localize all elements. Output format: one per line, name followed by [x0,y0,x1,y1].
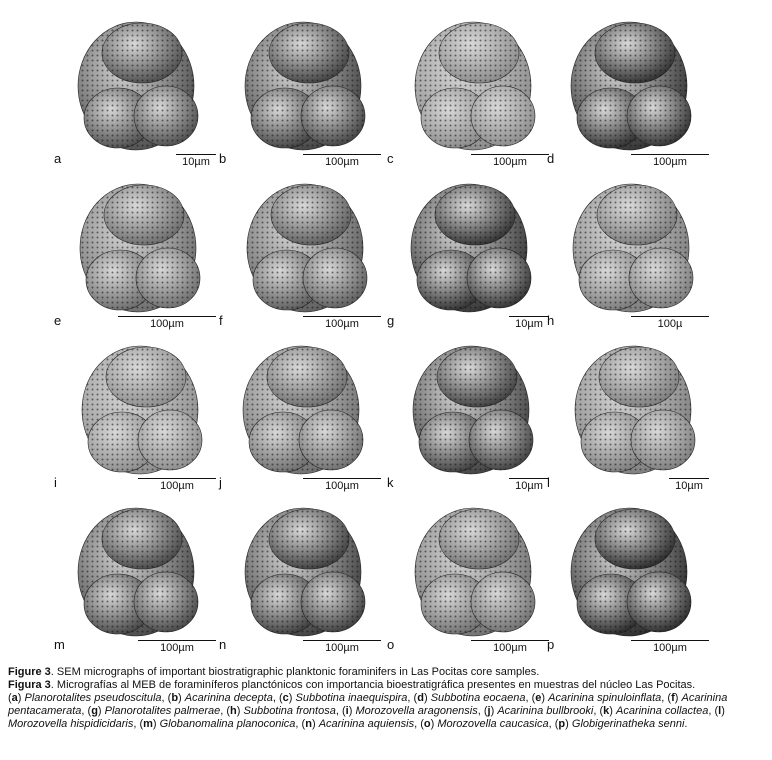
micrograph-panel-n [219,494,385,654]
species-key: i [345,705,349,717]
scale-bar-label: 100µm [653,642,687,654]
micrograph-panel-o [387,494,553,654]
scale-bar [471,640,549,654]
species-name: Acarinina bullbrooki [497,705,594,717]
scale-bar [669,478,709,492]
caption-spanish-text: . Micrografías al MEB de foraminíferos planctónicos con importancia bioestratigráfica presentes en muestras del núcleo Las Pocitas. [50,679,696,691]
species-name: Subbotina eocaena [430,692,526,704]
scale-bar-line [669,478,709,479]
scale-bar-line [509,316,549,317]
species-key: l [718,705,722,717]
foraminifer-specimen-image [60,8,220,168]
foraminifer-specimen-image [225,494,385,654]
micrograph-panel-j [219,332,385,492]
species-key: n [305,718,312,730]
foraminifer-specimen-image [225,170,385,330]
panel-label: k [387,475,394,490]
foraminifer-specimen-image [60,494,220,654]
species-key: o [423,718,431,730]
caption-spanish-label: Figura 3 [8,679,51,691]
scale-bar [303,640,381,654]
scale-bar-label: 10µm [182,156,210,168]
micrograph-panel-a [54,8,220,168]
species-key: a [11,692,18,704]
scale-bar-label: 100µm [653,156,687,168]
species-name: Morozovella caucasica [437,718,549,730]
foraminifer-specimen-image [393,8,553,168]
scale-bar-label: 10µm [675,480,703,492]
scale-bar [176,154,216,168]
species-name: Morozovella hispidicidaris [8,718,134,730]
scale-bar-label: 100µm [493,156,527,168]
panel-label: f [219,313,223,328]
micrograph-panel-p [547,494,713,654]
panel-label: h [547,313,555,328]
species-key: d [417,692,424,704]
caption-species-list: (a) Planorotalites pseudoscitula, (b) Acarinina decepta, (c) Subbotina inaequispira, (d) Subbotina eocaena, (e) Acarinina spinuloinflata, (f) Acarinina pentacamerata, (g) Planorotalites palmerae, (h) Subbotina frontosa, (i) Morozovella aragonensis, (j) Acarinina bullbrooki, (k) Acarinina collactea, (l) Morozovella hispidicidaris, (m) Globanomalina planoconica, (n) Acarinina aquiensis, (o) Morozovella caucasica, (p) Globigerinatheka senni. [8,692,728,730]
panel-label: j [219,475,222,490]
scale-bar [303,154,381,168]
foraminifer-specimen-image [553,332,713,492]
species-name: Acarinina pentacamerata [8,692,728,717]
scale-bar-label: 100µm [325,156,359,168]
micrograph-panel-b [219,8,385,168]
scale-bar [138,478,216,492]
foraminifer-specimen-image [225,8,385,168]
panel-label: g [387,313,395,328]
scale-bar-line [631,316,709,317]
species-key: j [487,705,491,717]
micrograph-panel-f [219,170,385,330]
caption-spanish [8,679,764,692]
scale-bar-line [118,316,216,317]
scale-bar-label: 10µm [515,480,543,492]
species-key: k [603,705,610,717]
species-key: m [143,718,153,730]
scale-bar-line [471,640,549,641]
panel-label: e [54,313,62,328]
species-key: g [91,705,98,717]
panel-label: o [387,637,395,652]
scale-bar-label: 100µm [325,480,359,492]
scale-bar-label: 100µm [150,318,184,330]
scale-bar-line [509,478,549,479]
scale-bar [631,154,709,168]
species-key: e [535,692,542,704]
scale-bar-line [138,640,216,641]
caption-english-text: . SEM micrographs of important biostratigraphic planktonic foraminifers in Las Pocitas core samples. [50,666,540,678]
caption-english-label: Figure 3 [8,666,51,678]
scale-bar-line [631,640,709,641]
foraminifer-specimen-image [553,494,713,654]
foraminifer-specimen-image [393,332,553,492]
micrograph-panel-e [54,170,220,330]
scale-bar-line [303,316,381,317]
micrograph-panel-i [54,332,220,492]
micrograph-panel-c [387,8,553,168]
scale-bar-line [303,640,381,641]
panel-label: d [547,151,555,166]
foraminifer-specimen-image [393,494,553,654]
foraminifer-specimen-image [553,8,713,168]
scale-bar-label: 100µm [325,318,359,330]
foraminifer-specimen-image [60,332,220,492]
scale-bar-line [471,154,549,155]
panel-label: l [547,475,550,490]
panel-label: m [54,637,65,652]
scale-bar [303,478,381,492]
panel-label: b [219,151,227,166]
scale-bar-line [138,478,216,479]
scale-bar-line [631,154,709,155]
scale-bar [138,640,216,654]
scale-bar [631,640,709,654]
scale-bar-label: 100µm [493,642,527,654]
species-name: Acarinina decepta [184,692,273,704]
species-key: c [282,692,289,704]
figure-caption [8,666,764,731]
micrograph-panel-m [54,494,220,654]
scale-bar-line [303,154,381,155]
scale-bar [303,316,381,330]
scale-bar [118,316,216,330]
panel-label: a [54,151,62,166]
species-name: Acarinina spinuloinflata [548,692,662,704]
species-key: h [230,705,237,717]
scale-bar [509,478,549,492]
scale-bar-label: 100µm [160,642,194,654]
panel-label: c [387,151,394,166]
micrograph-panel-g [387,170,553,330]
species-key: f [671,692,675,704]
species-key: p [558,718,566,730]
scale-bar [631,316,709,330]
species-name: Acarinina collactea [616,705,709,717]
panel-label: p [547,637,555,652]
foraminifer-specimen-image [553,170,713,330]
species-name: Morozovella aragonensis [355,705,478,717]
foraminifer-specimen-image [225,332,385,492]
species-name: Globigerinatheka senni [571,718,685,730]
caption-english [8,666,764,679]
species-name: Planorotalites palmerae [104,705,221,717]
scale-bar-label: 100µm [160,480,194,492]
micrograph-panel-l [547,332,713,492]
foraminifer-specimen-image [393,170,553,330]
species-name: Subbotina inaequispira [295,692,408,704]
scale-bar [471,154,549,168]
micrograph-panel-k [387,332,553,492]
scale-bar [509,316,549,330]
species-key: b [171,692,179,704]
species-name: Planorotalites pseudoscitula [24,692,162,704]
micrograph-panel-d [547,8,713,168]
species-name: Subbotina frontosa [243,705,336,717]
scale-bar-line [176,154,216,155]
species-name: Globanomalina planoconica [159,718,296,730]
foraminifer-specimen-image [60,170,220,330]
species-name: Acarinina aquiensis [318,718,415,730]
panel-label: n [219,637,227,652]
panel-label: i [54,475,57,490]
scale-bar-line [303,478,381,479]
micrograph-panel-h [547,170,713,330]
scale-bar-label: 100µm [325,642,359,654]
scale-bar-label: 10µm [515,318,543,330]
scale-bar-label: 100µ [657,318,683,330]
